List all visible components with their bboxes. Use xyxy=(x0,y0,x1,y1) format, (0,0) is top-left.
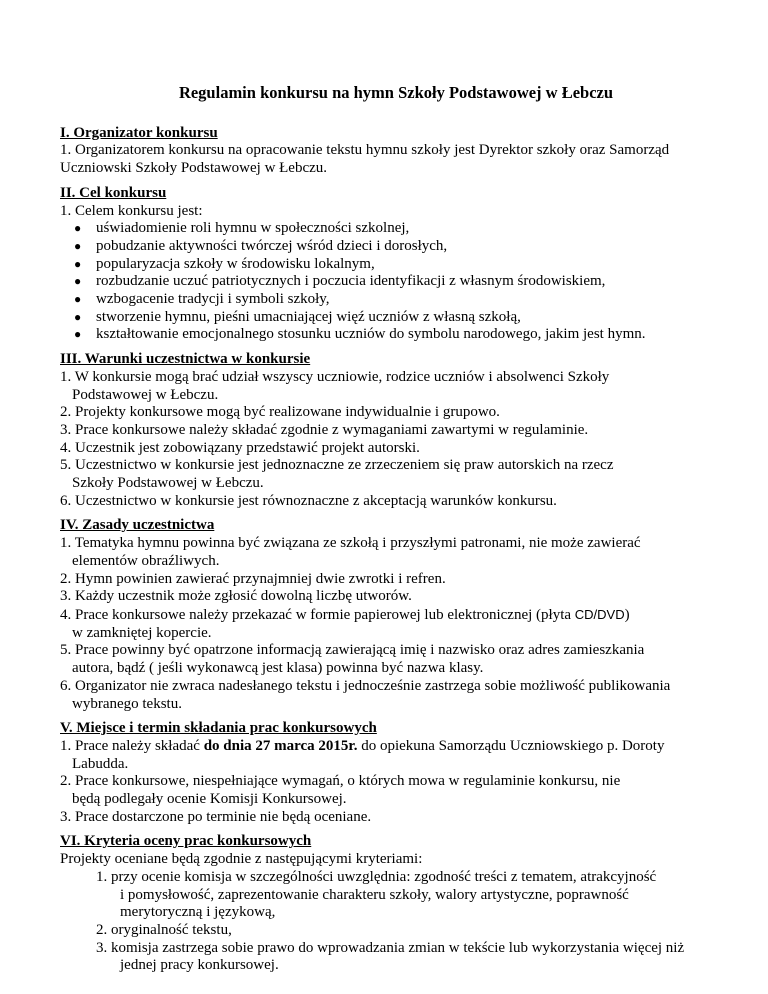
list-item-text: kształtowanie emocjonalnego stosunku uczniów do symbolu narodowego, jakim jest hymn. xyxy=(96,326,646,343)
section-heading: VI. Kryteria oceny prac konkursowych xyxy=(60,833,312,850)
section-heading: III. Warunki uczestnictwa w konkursie xyxy=(60,351,311,368)
section-heading: IV. Zasady uczestnictwa xyxy=(60,517,215,534)
text-line: elementów obraźliwych. xyxy=(72,552,220,569)
text-fragment: do opiekuna Samorządu Uczniowskiego p. Doroty xyxy=(357,737,665,754)
text-line: 1. W konkursie mogą brać udział wszyscy uczniowie, rodzice uczniów i absolwenci Szkoły xyxy=(60,368,610,385)
list-item xyxy=(60,291,716,309)
text-line: 2. Hymn powinien zawierać przynajmniej dwie zwrotki i refren. xyxy=(60,570,446,587)
section-criteria xyxy=(60,833,716,975)
text-line: Labudda. xyxy=(72,755,129,772)
list-item xyxy=(60,256,716,274)
list-item-text: stworzenie hymnu, pieśni umacniającej więź uczniów z własną szkołą, xyxy=(96,308,521,325)
document-title: Regulamin konkursu na hymn Szkoły Podstawowej w Łebczu xyxy=(178,83,614,102)
list-item xyxy=(60,309,716,327)
text-line: jednej pracy konkursowej. xyxy=(120,957,279,974)
text-line: 3. Każdy uczestnik może zgłosić dowolną liczbę utworów. xyxy=(60,588,412,605)
text-line: 1. Celem konkursu jest: xyxy=(60,202,203,219)
section-place-and-deadline xyxy=(60,720,716,826)
text-line: Projekty oceniane będą zgodnie z następującymi kryteriami: xyxy=(60,851,423,868)
text-line: 3. Prace dostarczone po terminie nie będą oceniane. xyxy=(60,808,372,825)
list-item xyxy=(60,220,716,238)
deadline-date: do dnia 27 marca 2015r. xyxy=(203,737,358,754)
text-fragment: ) xyxy=(624,606,630,623)
list-item-text: uświadomienie roli hymnu w społeczności szkolnej, xyxy=(96,220,410,237)
text-fragment: 1. Prace należy składać xyxy=(60,737,204,754)
list-item xyxy=(60,273,716,291)
criteria-item: 3. komisja zastrzega sobie prawo do wprowadzania zmian w tekście lub wykorzystania więcej niż xyxy=(96,939,685,956)
bullet-icon: ● xyxy=(74,292,82,307)
text-line: wybranego tekstu. xyxy=(72,695,182,712)
section-organizer xyxy=(60,125,716,178)
bullet-icon: ● xyxy=(74,221,82,236)
text-line: autora, bądź ( jeśli wykonawcą jest klasa) powinna być nazwa klasy. xyxy=(72,660,484,677)
section-participation-rules xyxy=(60,517,716,713)
bullet-icon: ● xyxy=(74,238,82,253)
text-line: w zamkniętej kopercie. xyxy=(72,624,212,641)
text-line: 6. Organizator nie zwraca nadesłanego tekstu i jednocześnie zastrzega sobie możliwość publikowania xyxy=(60,677,671,694)
section-goal xyxy=(60,185,716,344)
text-line: Szkoły Podstawowej w Łebczu. xyxy=(72,475,264,492)
text-line: 1. Organizatorem konkursu na opracowanie tekstu hymnu szkoły jest Dyrektor szkoły oraz Samorząd xyxy=(60,142,670,159)
text-line: będą podlegały ocenie Komisji Konkursowej. xyxy=(72,791,347,808)
text-line: 4. Uczestnik jest zobowiązany przedstawić projekt autorski. xyxy=(60,439,420,456)
goal-bullet-list xyxy=(60,220,716,344)
text-line: 2. Prace konkursowe, niespełniające wymagań, o których mowa w regulaminie konkursu, nie xyxy=(60,773,621,790)
text-line: 6. Uczestnictwo w konkursie jest równoznaczne z akceptacją warunków konkursu. xyxy=(60,492,557,509)
list-item xyxy=(60,326,716,344)
text-line: 3. Prace konkursowe należy składać zgodnie z wymaganiami zawartymi w regulaminie. xyxy=(60,421,589,438)
text-line: 2. Projekty konkursowe mogą być realizowane indywidualnie i grupowo. xyxy=(60,404,500,421)
text-line xyxy=(60,606,716,625)
criteria-item: 1. przy ocenie komisja w szczególności uwzględnia: zgodność treści z tematem, atrakcyjność xyxy=(96,868,657,885)
section-heading: I. Organizator konkursu xyxy=(60,124,218,141)
text-line: 5. Uczestnictwo w konkursie jest jednoznaczne ze zrzeczeniem się praw autorskich na rzecz xyxy=(60,457,614,474)
document-page xyxy=(60,0,716,975)
text-fragment: CD/DVD xyxy=(574,606,625,622)
list-item-text: rozbudzanie uczuć patriotycznych i poczucia identyfikacji z własnym środowiskiem, xyxy=(96,273,606,290)
criteria-item: 2. oryginalność tekstu, xyxy=(96,921,232,938)
text-line: Podstawowej w Łebczu. xyxy=(72,386,219,403)
text-line xyxy=(60,738,716,756)
section-participation-conditions xyxy=(60,351,716,510)
bullet-icon: ● xyxy=(74,274,82,289)
text-line: 1. Tematyka hymnu powinna być związana ze szkołą i przyszłymi patronami, nie może zawierać xyxy=(60,535,641,552)
list-item-text: wzbogacenie tradycji i symboli szkoły, xyxy=(96,291,330,308)
text-fragment: 4. Prace konkursowe należy przekazać w formie papierowej lub elektronicznej (płyta xyxy=(60,606,575,623)
list-item-text: pobudzanie aktywności twórczej wśród dzieci i dorosłych, xyxy=(96,237,448,254)
text-line: 5. Prace powinny być opatrzone informacją zawierającą imię i nazwisko oraz adres zamieszkania xyxy=(60,642,645,659)
bullet-icon: ● xyxy=(74,256,82,271)
text-line: Uczniowski Szkoły Podstawowej w Łebczu. xyxy=(60,160,328,177)
text-line: merytoryczną i językową, xyxy=(120,904,276,921)
section-heading: II. Cel konkursu xyxy=(60,184,167,201)
text-line: i pomysłowość, zaprezentowanie charakteru szkoły, walory artystyczne, poprawność xyxy=(120,886,629,903)
list-item xyxy=(60,238,716,256)
bullet-icon: ● xyxy=(74,309,82,324)
section-heading: V. Miejsce i termin składania prac konkursowych xyxy=(60,720,377,737)
bullet-icon: ● xyxy=(74,327,82,342)
list-item-text: popularyzacja szkoły w środowisku lokalnym, xyxy=(96,255,375,272)
